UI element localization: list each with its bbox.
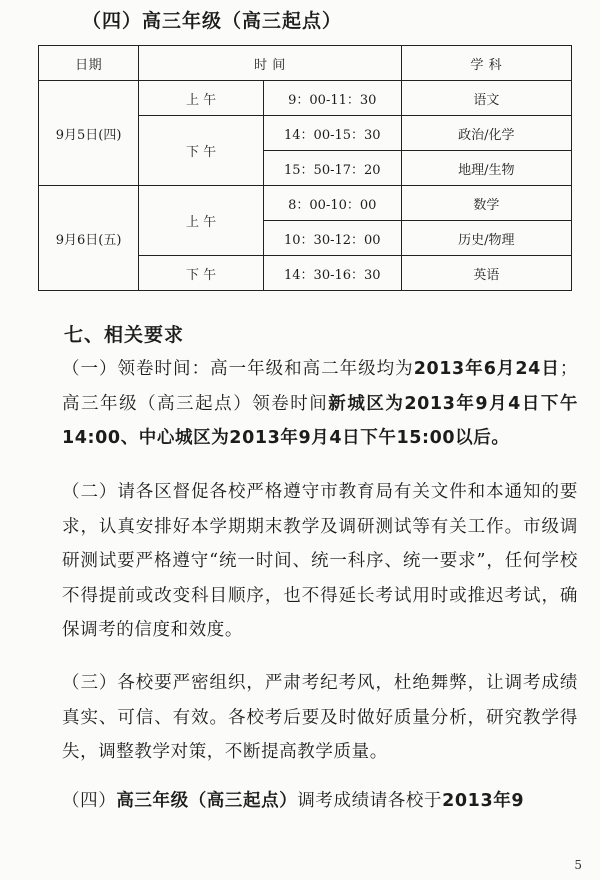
p4-text-c: 调考成绩请各校于 (297, 791, 443, 811)
requirement-paragraph-1 (26, 352, 578, 456)
half-day-cell: 下 午 (139, 116, 264, 186)
p4-date-bold: 2013年9 (442, 791, 525, 811)
half-day-cell: 下 午 (139, 256, 264, 291)
p1-time-bold: 新城区为2013年9月4日下午14:00、中心城区为2013年9月4日下午15:00以后。 (62, 393, 578, 448)
requirement-paragraph-4 (26, 784, 578, 819)
p1-text-a: （一）领卷时间：高一年级和高二年级均为 (62, 359, 414, 379)
time-cell: 14：00-15：30 (263, 116, 401, 151)
subject-cell: 地理/生物 (401, 151, 571, 186)
subject-cell: 数学 (401, 186, 571, 221)
p1-text-c: ；高三年级（高三起点）领卷时间 (62, 359, 578, 414)
subject-cell: 历史/物理 (401, 221, 571, 256)
time-cell: 9：00-11：30 (263, 81, 401, 116)
time-cell: 14：30-16：30 (263, 256, 401, 291)
requirement-paragraph-3 (26, 666, 578, 770)
header-date: 日期 (39, 46, 139, 81)
subject-cell: 语文 (401, 81, 571, 116)
time-cell: 10：30-12：00 (263, 221, 401, 256)
table-header-row (39, 46, 572, 81)
header-subject: 学 科 (401, 46, 571, 81)
section-title: （四）高三年级（高三起点） (82, 10, 343, 32)
header-time: 时 间 (139, 46, 402, 81)
requirement-paragraph-2 (26, 475, 578, 648)
time-cell: 15：50-17：20 (263, 151, 401, 186)
p2-text: （二）请各区督促各校严格遵守市教育局有关文件和本通知的要求，认真安排好本学期期末教学及调研测试等有关工作。市级调研测试要严格遵守“统一时间、统一科序、统一要求”，任何学校不得提前或改变科目顺序，也不得延长考试用时或推迟考试，确保调考的信度和效度。 (62, 482, 578, 640)
exam-schedule-table (38, 45, 572, 291)
p4-grade-bold: 高三年级（高三起点） (116, 791, 298, 811)
subject-cell: 英语 (401, 256, 571, 291)
table-row (39, 81, 572, 116)
page-number: 5 (574, 858, 582, 872)
date-cell: 9月6日(五) (39, 186, 139, 291)
table-row (39, 186, 572, 221)
half-day-cell: 上 午 (139, 81, 264, 116)
p1-date-bold: 2013年6月24日 (413, 359, 560, 379)
requirements-heading: 七、相关要求 (64, 324, 185, 346)
subject-cell: 政治/化学 (401, 116, 571, 151)
time-cell: 8：00-10：00 (263, 186, 401, 221)
p4-text-a: （四） (62, 791, 117, 811)
date-cell: 9月5日(四) (39, 81, 139, 186)
p3-text: （三）各校要严密组织，严肃考纪考风，杜绝舞弊，让调考成绩真实、可信、有效。各校考后要及时做好质量分析，研究教学得失，调整教学对策，不断提高教学质量。 (62, 673, 578, 762)
half-day-cell: 上 午 (139, 186, 264, 256)
